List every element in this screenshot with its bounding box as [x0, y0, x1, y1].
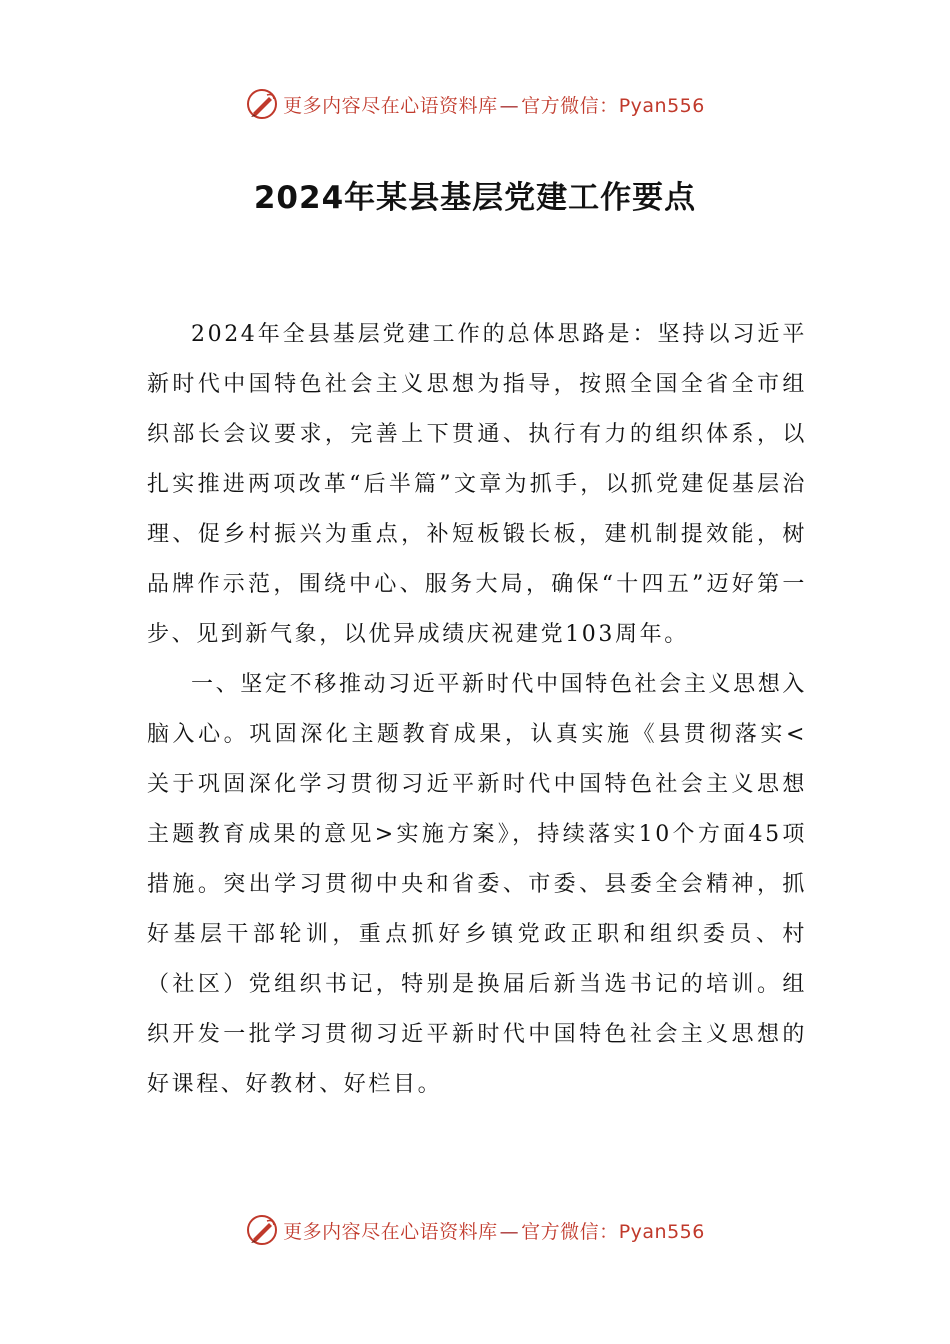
- paragraph-intro: 2024年全县基层党建工作的总体思路是：坚持以习近平新时代中国特色社会主义思想为指导，按照全国全省全市组织部长会议要求，完善上下贯通、执行有力的组织体系，以扎实推进两项改革“后半篇”文章为抓手，以抓党建促基层治理、促乡村振兴为重点，补短板锻长板，建机制提效能，树品牌作示范，围绕中心、服务大局，确保“十四五”迈好第一步、见到新气象，以优异成绩庆祝建党103周年。: [147, 322, 807, 647]
- header-wechat-id: Pyan556: [618, 94, 705, 117]
- footer-wechat-id: Pyan556: [618, 1220, 705, 1243]
- header-site-text: 更多内容尽在心语资料库: [283, 94, 498, 117]
- header-banner-text: [283, 91, 705, 118]
- footer-separator: —: [499, 1220, 520, 1243]
- paragraph-section-one: 一、坚定不移推动习近平新时代中国特色社会主义思想入脑入心。巩固深化主题教育成果，认真实施《县贯彻落实<关于巩固深化学习贯彻习近平新时代中国特色社会主义思想主题教育成果的意见>实施方案》，持续落实10个方面45项措施。突出学习贯彻中央和省委、市委、县委全会精神，抓好基层干部轮训，重点抓好乡镇党政正职和组织委员、村（社区）党组织书记，特别是换届后新当选书记的培训。组织开发一批学习贯彻习近平新时代中国特色社会主义思想的好课程、好教材、好栏目。: [147, 672, 807, 1097]
- header-watermark-banner: [0, 84, 950, 124]
- footer-site-text: 更多内容尽在心语资料库: [283, 1220, 498, 1243]
- header-wechat-label: 官方微信：: [521, 94, 619, 117]
- document-title: 2024年某县基层党建工作要点: [253, 180, 697, 216]
- pen-logo-icon: [245, 1213, 279, 1247]
- header-separator: —: [499, 94, 520, 117]
- footer-banner-text: [283, 1217, 705, 1244]
- document-body: [147, 310, 807, 1110]
- footer-wechat-label: 官方微信：: [521, 1220, 619, 1243]
- pen-logo-icon: [245, 87, 279, 121]
- footer-watermark-banner: [0, 1210, 950, 1250]
